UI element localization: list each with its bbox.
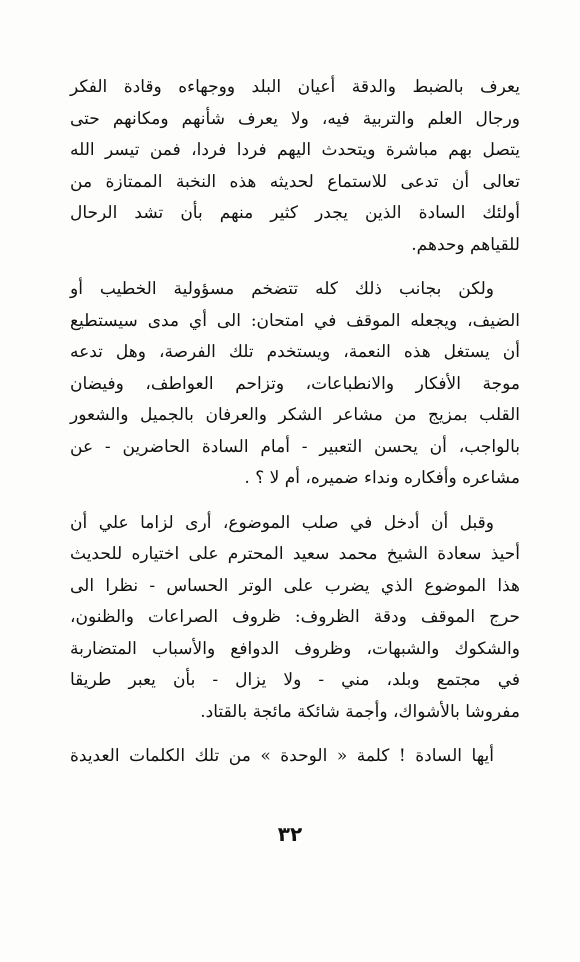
text-line: بالواجب، أن يحسن التعبير - أمام السادة الحاضرين - عن [70, 436, 520, 457]
text-line: موجة الأفكار والانطباعات، وتزاحم العواطف، وفيضان [70, 373, 520, 394]
body-text [70, 72, 520, 773]
text-line: ورجال العلم والتربية فيه، ولا يعرف شأنهم ومكانهم حتى [70, 108, 520, 129]
paragraph-2 [70, 274, 520, 495]
text-line: القلب بمزيج من مشاعر الشكر والعرفان بالجميل والشعور [70, 405, 520, 425]
text-line: يتصل بهم مباشرة ويتحدث اليهم فردا فردا، فمن تيسر الله [70, 140, 520, 160]
text-line: يعرف بالضبط والدقة أعيان البلد ووجهاءه وقادة الفكر [70, 77, 520, 97]
paragraph-4 [70, 741, 520, 773]
text-line: تعالى أن تدعى للاستماع لحديثه هذه النخبة الممتازة من [70, 171, 520, 192]
text-line: أن يستغل هذه النعمة، ويستخدم تلك الفرصة، وهل تدعه [70, 342, 520, 362]
text-line: أيها السادة ! كلمة « الوحدة » من تلك الكلمات العديدة [70, 746, 494, 766]
page-number: ٣٢ [277, 822, 303, 846]
text-line: مشاعره وأفكاره ونداء ضميره، أم لا ؟ . [244, 468, 520, 488]
text-line: حرج الموقف ودقة الظروف: ظروف الصراعات والظنون، [70, 607, 520, 627]
text-line: مفروشا بالأشواك، وأجمة شائكة مائجة بالقتاد. [200, 701, 520, 722]
paragraph-1 [70, 72, 520, 261]
text-line: أحيذ سعادة الشيخ محمد سعيد المحترم على اختياره للحديث [70, 544, 520, 564]
text-line: أولئك السادة الذين يجدر كثير منهم بأن تشد الرحال [70, 203, 520, 223]
text-line: وقبل أن أدخل في صلب الموضوع، أرى لزاما علي أن [70, 512, 494, 533]
paragraph-3 [70, 508, 520, 729]
text-line: ولكن بجانب ذلك كله تتضخم مسؤولية الخطيب أو [70, 279, 494, 299]
text-line: والشكوك والشبهات، وظروف الدوافع والأسباب المتضاربة [70, 638, 520, 659]
text-line: هذا الموضوع الذي يضرب على الوتر الحساس - نظرا الى [70, 575, 520, 596]
text-line: في مجتمع وبلد، مني - ولا يزال - بأن يعبر طريقا [70, 670, 520, 690]
text-line: للقياهم وحدهم. [411, 234, 520, 255]
text-line: الضيف، ويجعله الموقف في امتحان: الى أي مدى سيستطيع [70, 310, 520, 331]
